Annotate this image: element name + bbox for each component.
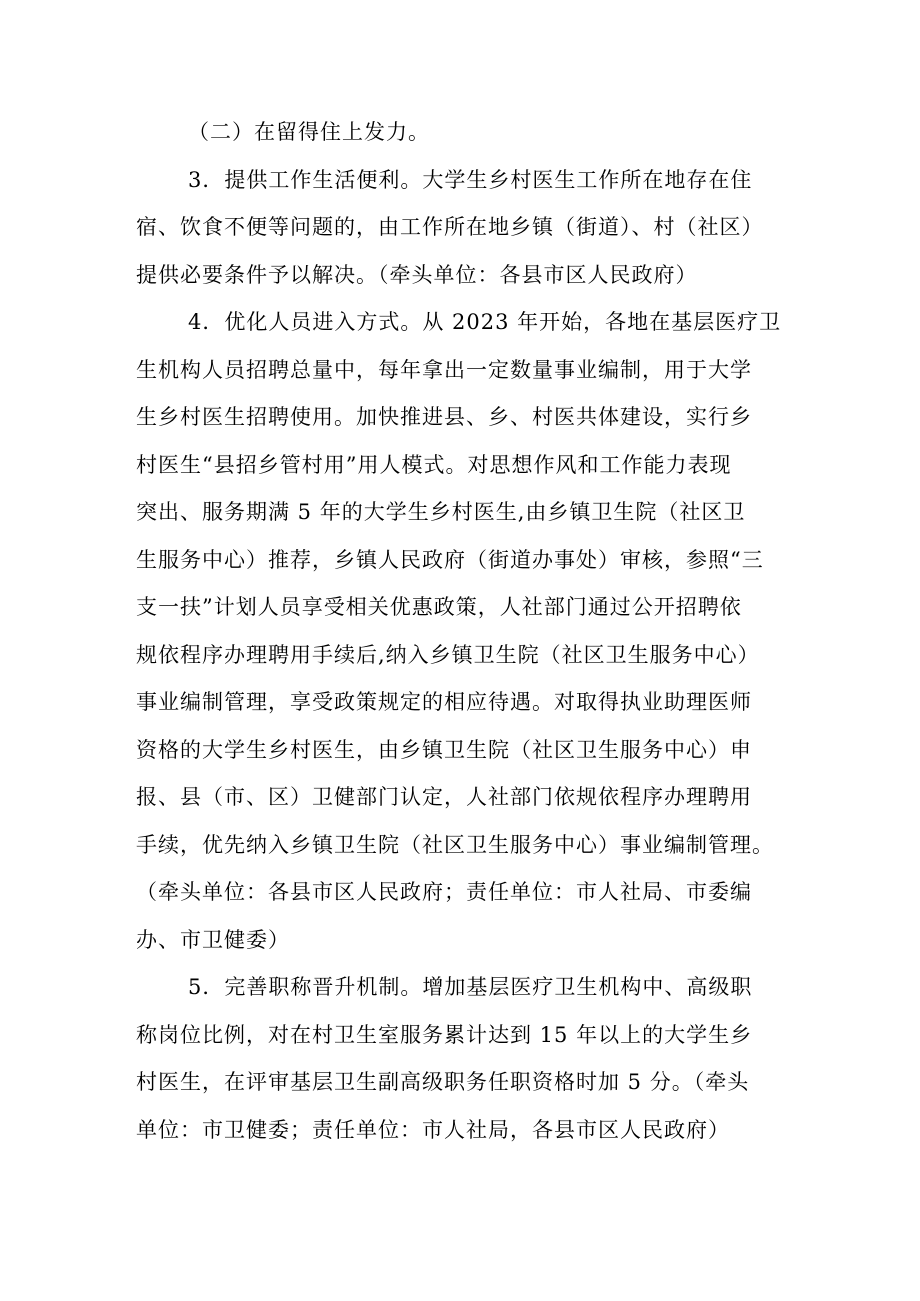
text-line: 4．优化人员进入方式。从 2023 年开始，各地在基层医疗卫 xyxy=(188,310,782,334)
text-line: 支一扶”计划人员享受相关优惠政策，人社部门通过公开招聘依 xyxy=(136,595,742,619)
paragraph-5-title-promotion xyxy=(136,964,786,1154)
text-line: 事业编制管理，享受政策规定的相应待遇。对取得执业助理医师 xyxy=(136,690,752,714)
text-line: 生机构人员招聘总量中，每年拿出一定数量事业编制，用于大学 xyxy=(136,357,752,382)
document-body xyxy=(136,109,786,1154)
text-line: 宿、饮食不便等问题的，由工作所在地乡镇（街道）、村（社区） xyxy=(136,215,764,239)
text-line: 单位：市卫健委；责任单位：市人社局，各县市区人民政府） xyxy=(136,1117,730,1142)
text-line: （牵头单位：各县市区人民政府；责任单位：市人社局、市委编 xyxy=(136,880,752,904)
text-line: 手续，优先纳入乡镇卫生院（社区卫生服务中心）事业编制管理。 xyxy=(136,832,774,857)
text-line: 突出、服务期满 5 年的大学生乡村医生,由乡镇卫生院（社区卫 xyxy=(136,500,746,524)
text-line: 提供必要条件予以解决。（牵头单位：各县市区人民政府） xyxy=(136,262,698,287)
text-line: 村医生“县招乡管村用”用人模式。对思想作风和工作能力表现 xyxy=(136,452,732,477)
text-line: 办、市卫健委） xyxy=(136,927,290,952)
text-line: （二）在留得住上发力。 xyxy=(188,120,430,144)
text-line: 村医生，在评审基层卫生副高级职务任职资格时加 5 分。（牵头 xyxy=(136,1070,750,1094)
paragraph-4-recruitment xyxy=(136,299,786,964)
text-line: 生乡村医生招聘使用。加快推进县、乡、村医共体建设，实行乡 xyxy=(136,405,752,429)
section-heading xyxy=(136,109,786,157)
text-line: 资格的大学生乡村医生，由乡镇卫生院（社区卫生服务中心）申 xyxy=(136,737,752,762)
paragraph-3-living-convenience xyxy=(136,157,786,300)
text-line: 规依程序办理聘用手续后,纳入乡镇卫生院（社区卫生服务中心） xyxy=(136,642,760,667)
text-line: 3．提供工作生活便利。大学生乡村医生工作所在地存在住 xyxy=(188,167,753,192)
text-line: 生服务中心）推荐，乡镇人民政府（街道办事处）审核，参照“三 xyxy=(136,547,764,572)
text-line: 称岗位比例，对在村卫生室服务累计达到 15 年以上的大学生乡 xyxy=(136,1022,753,1047)
text-line: 报、县（市、区）卫健部门认定，人社部门依规依程序办理聘用 xyxy=(136,785,752,809)
text-line: 5．完善职称晋升机制。增加基层医疗卫生机构中、高级职 xyxy=(188,975,753,999)
